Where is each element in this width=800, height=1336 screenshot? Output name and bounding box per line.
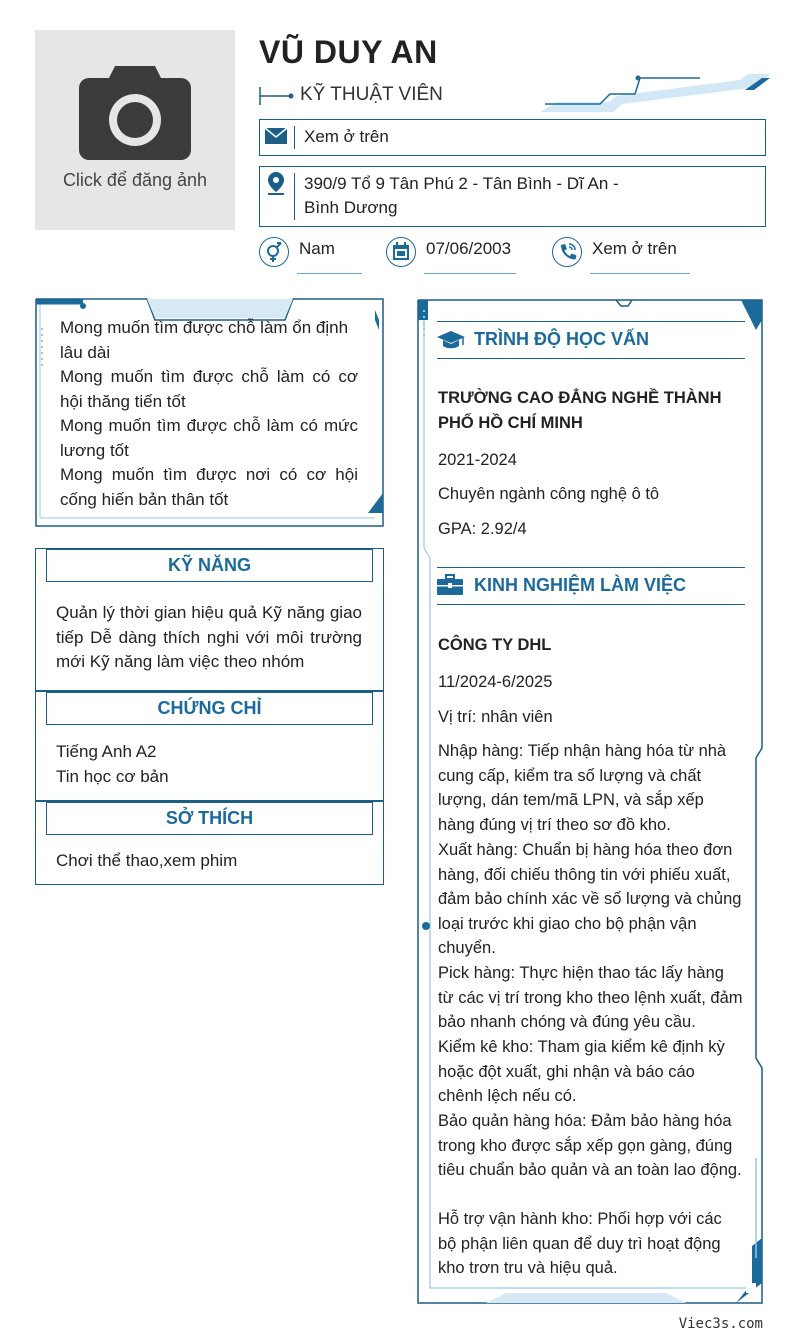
email-row xyxy=(259,119,766,156)
phone-value: Xem ở trên xyxy=(592,239,677,258)
gender-value: Nam xyxy=(299,239,335,258)
certificate-item-1: Tiếng Anh A2 xyxy=(56,742,157,761)
skills-text: Quản lý thời gian hiệu quả Kỹ năng giao tiếp Dễ dàng thích nghi với môi trường mới Kỹ năng làm việc theo nhóm xyxy=(56,603,362,671)
objective-line-4: Mong muốn tìm được nơi có cơ hội cống hiến bản thân tốt xyxy=(60,465,358,509)
experience-title: KINH NGHIỆM LÀM VIỆC xyxy=(474,575,687,595)
school-name: TRƯỜNG CAO ĐẲNG NGHỀ THÀNH PHỐ HỒ CHÍ MINH xyxy=(438,389,722,432)
experience-heading xyxy=(437,567,745,605)
education-major: Chuyên ngành công nghệ ô tô xyxy=(438,485,660,503)
gender-icon xyxy=(260,238,288,266)
email-value: Xem ở trên xyxy=(304,127,389,146)
certificate-item-2: Tin học cơ bản xyxy=(56,767,169,786)
duty-1: Nhập hàng: Tiếp nhận hàng hóa từ nhà cung cấp, kiểm tra số lượng và chất lượng, dán tem/mã LPN, và sắp xếp hàng đúng vị trí theo sơ đồ kho. xyxy=(438,742,727,834)
title-line-icon xyxy=(259,86,299,106)
full-name: VŨ DUY AN xyxy=(259,34,438,70)
envelope-icon xyxy=(265,128,287,144)
duty-2: Xuất hàng: Chuẩn bị hàng hóa theo đơn hàng, đối chiếu thông tin với phiếu xuất, đảm bảo chính xác về số lượng và chủng loại trước khi giao cho bộ phận vận chuyển. xyxy=(438,841,742,958)
company-name: CÔNG TY DHL xyxy=(438,636,552,654)
photo-caption: Click để đăng ảnh xyxy=(62,170,208,190)
education-heading xyxy=(437,321,745,359)
work-period: 11/2024-6/2025 xyxy=(438,673,553,691)
hobbies-text: Chơi thể thao,xem phim xyxy=(56,851,238,870)
hobbies-heading: SỞ THÍCH xyxy=(46,802,373,835)
education-title: TRÌNH ĐỘ HỌC VẤN xyxy=(474,329,649,349)
duty-5: Bảo quản hàng hóa: Đảm bảo hàng hóa trong kho được sắp xếp gọn gàng, đúng tiêu chuẩn bảo quản và an toàn lao động. xyxy=(438,1112,742,1180)
objective-line-1: Mong muốn tìm được chỗ làm ổn định lâu dài xyxy=(60,318,349,362)
address-line-1: 390/9 Tổ 9 Tân Phú 2 - Tân Bình - Dĩ An - xyxy=(304,174,619,193)
camera-icon xyxy=(75,58,195,168)
work-position: Vị trí: nhân viên xyxy=(438,708,553,726)
duty-3: Pick hàng: Thực hiện thao tác lấy hàng từ các vị trí trong kho theo lệnh xuất, đảm bảo nhanh chóng và đúng yêu cầu. xyxy=(438,964,743,1032)
duty-4: Kiểm kê kho: Tham gia kiểm kê định kỳ hoặc đột xuất, ghi nhận và báo cáo chênh lệch nếu có. xyxy=(438,1038,725,1106)
education-gpa: GPA: 2.92/4 xyxy=(438,520,527,538)
header-decoration xyxy=(540,74,770,114)
briefcase-icon xyxy=(437,574,463,596)
graduation-cap-icon xyxy=(437,329,465,351)
footer-brand: Viec3s.com xyxy=(678,1316,763,1332)
calendar-icon xyxy=(387,238,415,266)
address-row xyxy=(259,166,766,227)
objective-line-3: Mong muốn tìm được chỗ làm có mức lương tốt xyxy=(60,416,358,460)
phone-icon xyxy=(553,238,581,266)
address-line-2: Bình Dương xyxy=(304,198,398,217)
job-title: KỸ THUẬT VIÊN xyxy=(300,84,443,105)
birthday-value: 07/06/2003 xyxy=(426,239,512,258)
skills-heading: KỸ NĂNG xyxy=(46,549,373,582)
duty-6: Hỗ trợ vận hành kho: Phối hợp với các bộ phận liên quan để duy trì hoạt động kho trơn tru và hiệu quả. xyxy=(438,1210,722,1278)
education-years: 2021-2024 xyxy=(438,451,517,469)
objective-line-2: Mong muốn tìm được chỗ làm có cơ hội thăng tiến tốt xyxy=(60,367,358,411)
location-pin-icon xyxy=(266,172,286,196)
certificates-heading: CHỨNG CHỈ xyxy=(46,692,373,725)
avatar-upload[interactable] xyxy=(35,30,235,230)
